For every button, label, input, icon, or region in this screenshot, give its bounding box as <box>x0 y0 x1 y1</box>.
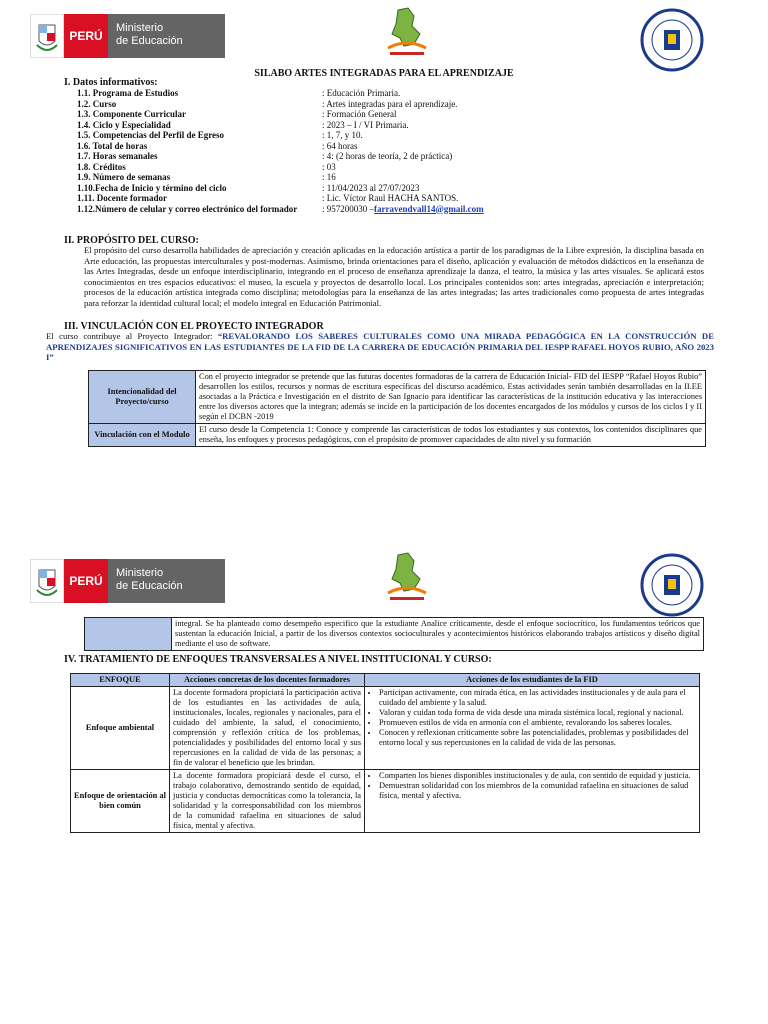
institute-seal-icon <box>640 8 704 72</box>
institute-seal-icon <box>640 553 704 617</box>
ministry-line-2: de Educación <box>116 35 183 47</box>
row-label: Vinculación con el Modulo <box>89 424 196 447</box>
estudiantes-cell <box>365 770 700 833</box>
row-label: Intencionalidad del Proyecto/curso <box>89 371 196 424</box>
page-header <box>0 0 768 75</box>
minedu-logo <box>30 14 225 58</box>
ministry-label <box>108 14 225 58</box>
ministry-line-1: Ministerio <box>116 22 164 34</box>
project-title: “REVALORANDO LOS SABERES CULTURALES COMO UNA MIRADA PEDAGÓGICA EN LA CONSTRUCCIÓN DE APRENDIZAJES SIGNIFICATIVOS EN LAS ESTUDIANTES DE LA FID DE LA CARRERA DE EDUCACIÓN PRIMARIA DEL IESPP RAFAEL HOYOS RUBIO, AÑO 2023 I” <box>46 331 714 362</box>
info-label: 1.8. Créditos <box>77 161 126 172</box>
integrator-table <box>88 370 706 447</box>
page-2 <box>0 545 768 1024</box>
ministry-line-1: Ministerio <box>116 567 164 579</box>
table-row <box>89 424 706 447</box>
cajamarca-map-logo-icon <box>378 4 436 62</box>
estudiantes-cell <box>365 687 700 770</box>
ministry-label <box>108 559 225 603</box>
info-value: : 03 <box>322 161 336 172</box>
info-value: : Educación Primaria. <box>322 88 401 98</box>
continuation-text: integral. Se ha planteado como desempeño especifico que la estudiante Analice críticamente, desde el enfoque sociocrítico, los fundamentos teóricos que sustentan la educación Inicial, a partir de los diversos contextos socioculturales y acontecimientos históricos elaborando trabajos artísticos y diseño digital mediante el uso de software. <box>172 618 704 651</box>
peru-label: PERÚ <box>64 559 108 603</box>
list-item: • Demuestran solidaridad con los miembros de la comunidad rafaelina en situaciones de salud física, mental y afectiva. <box>379 781 696 801</box>
list-item: • Promueven estilos de vida en armonía con el ambiente, revalorando los saberes locales. <box>379 718 696 728</box>
list-item: • Conocen y reflexionan críticamente sobre las potencialidades, problemas y posibilidades del entorno local y sus repercusiones en la calidad de vida de las personas. <box>379 728 696 748</box>
estudiantes-list <box>368 771 696 801</box>
integrator-intro-text: El curso contribuye al Proyecto Integrador: <box>46 331 213 341</box>
list-item: • Valoran y cuidan toda forma de vida desde una mirada sistémica local, regional y nacional. <box>379 708 696 718</box>
info-value: : 11/04/2023 al 27/07/2023 <box>322 182 420 193</box>
col-header-enfoque: ENFOQUE <box>71 674 170 687</box>
info-value: : 4: (2 horas de teoría, 2 de práctica) <box>322 151 453 161</box>
section-2-heading: II. PROPÓSITO DEL CURSO: <box>64 235 199 246</box>
empty-label-cell <box>85 618 172 651</box>
enfoque-cell: Enfoque ambiental <box>71 687 170 770</box>
info-value: : Formación General <box>322 109 397 119</box>
national-crest-icon <box>30 559 64 603</box>
peru-label: PERÚ <box>64 14 108 58</box>
section-3-heading: III. VINCULACIÓN CON EL PROYECTO INTEGRADOR <box>64 321 324 332</box>
docentes-cell: La docente formadora propiciará la participación activa de los estudiantes en las actividades de aula, institucionales, locales, regionales y nacionales, para el cuidado del ambiente, la salud, el conocimiento, comprensión y reflexión crítica de los problemas, potencialidades y posibilidades del entorno local y sus repercusiones en la calidad de vida de las personas; a fin de valorar el beneficio que les brindan. <box>170 687 365 770</box>
integrator-intro <box>46 331 714 363</box>
table-row <box>71 770 700 833</box>
ministry-line-2: de Educación <box>116 580 183 592</box>
continuation-table <box>84 617 704 651</box>
list-item: • Comparten los bienes disponibles institucionales y de aula, con sentido de equidad y justicia. <box>379 771 696 781</box>
cajamarca-map-logo-icon <box>378 549 436 607</box>
info-label: 1.1. Programa de Estudios <box>77 88 179 98</box>
docentes-cell: La docente formadora propiciará desde el curso, el trabajo colaborativo, demostrando sentido de equidad, justicia y conductas democráticas como la tolerancia, la solidaridad y la corresponsabilidad con los miembros de la comunidad rafaelina en situaciones de salud física, mental y afectiva. <box>170 770 365 833</box>
info-label: 1.12.Número de celular y correo electrónico del formador <box>77 203 298 214</box>
table-row <box>71 687 700 770</box>
list-item: • Participan activamente, con mirada ética, en las actividades institucionales y de aula para el cuidado del ambiente y la salud. <box>379 688 696 708</box>
table-header-row <box>71 674 700 687</box>
section-1-heading: I. Datos informativos: <box>64 77 158 88</box>
info-label: 1.2. Curso <box>77 98 117 109</box>
info-value: : Artes integradas para el aprendizaje. <box>322 98 458 109</box>
info-value: : 1, 7, y 10. <box>322 130 363 140</box>
info-value: : Lic. Víctor Raul HACHA SANTOS. <box>322 193 459 203</box>
section-4-heading: IV. TRATAMIENTO DE ENFOQUES TRANSVERSALES A NIVEL INSTITUCIONAL Y CURSO: <box>64 654 492 665</box>
phone-number: : 957200030 – <box>322 203 375 214</box>
enfoques-table <box>70 673 700 833</box>
col-header-docentes: Acciones concretas de los docentes formadores <box>170 674 365 687</box>
row-text: Con el proyecto integrador se pretende que las futuras docentes formadoras de la carrera de Educación Inicial- FID del IESPP “Rafael Hoyos Rubio” desarrollen los estilos, recursos y normas de escritura específicas del discurso académico. Estas actividades serán también desarrolladas en la II.EE asociadas a la Práctica e Investigación en el distrito de San Ignacio para identificar las características de la institución educativa y las interacciones entre los diversos actores que la integran; además se incide en la participación de los docentes encargados de los módulos y cursos de los ciclos I y II según el DCBN -2019 <box>196 371 706 424</box>
info-value: : 16 <box>322 172 336 182</box>
enfoque-cell: Enfoque de orientación al bien común <box>71 770 170 833</box>
minedu-logo <box>30 559 225 603</box>
row-text: El curso desde la Competencia 1: Conoce y comprende las características de todos los estudiantes y sus contextos, los contenidos disciplinares que enseña, los enfoques y procesos pedagógicos, con el propósito de promover capacidades de alto nivel y su formación <box>196 424 706 447</box>
info-value: : 64 horas <box>322 140 358 151</box>
document-title: SILABO ARTES INTEGRADAS PARA EL APRENDIZAJE <box>254 68 514 79</box>
page-header <box>0 545 768 620</box>
info-label: 1.6. Total de horas <box>77 140 148 151</box>
info-label: 1.9. Número de semanas <box>77 172 171 182</box>
info-label: 1.3. Componente Curricular <box>77 109 186 119</box>
info-value: : 2023 – I / VI Primaria. <box>322 119 409 130</box>
national-crest-icon <box>30 14 64 58</box>
col-header-estudiantes: Acciones de los estudiantes de la FID <box>365 674 700 687</box>
info-label: 1.11. Docente formador <box>77 193 167 203</box>
table-row <box>89 371 706 424</box>
table-row <box>85 618 704 651</box>
info-label: 1.4. Ciclo y Especialidad <box>77 119 171 130</box>
email-link[interactable]: farravendvall14@gmail.com <box>374 203 484 214</box>
purpose-paragraph: El propósito del curso desarrolla habilidades de apreciación y creación aplicadas en la educación artística a partir de los paradigmas de la Libre expresión, la disciplina basada en Arte educación, las propuestas interculturales y post-modernas. Asimismo, brinda orientaciones para el diseño, aplicación y evaluación de métodos didácticos en la enseñanza de las Artes Integradas, desde un enfoque interdisciplinario, integrando en el proceso de enseñanza aprendizaje la danza, el teatro, la música y las artes visuales. Se aplicará estos conocimientos en tres espacios educativos: el museo, la escuela y proyectos de desarrollo local. Los principales contenidos son: artes integradas, apreciación e interpretación; procesos de la educación artística integrada como disciplina; metodologías para la enseñanza de las artes integradas; las artes tradicionales como propuesta de artes integradas para reforzar la identidad cultural local; el modelo integral en Educación Patrimonial. <box>84 245 704 308</box>
page-1 <box>0 0 768 500</box>
info-label: 1.10.Fecha de Inicio y término del ciclo <box>77 182 227 193</box>
estudiantes-list <box>368 688 696 748</box>
info-label: 1.5. Competencias del Perfil de Egreso <box>77 130 225 140</box>
info-label: 1.7. Horas semanales <box>77 151 158 161</box>
info-value <box>322 204 484 215</box>
